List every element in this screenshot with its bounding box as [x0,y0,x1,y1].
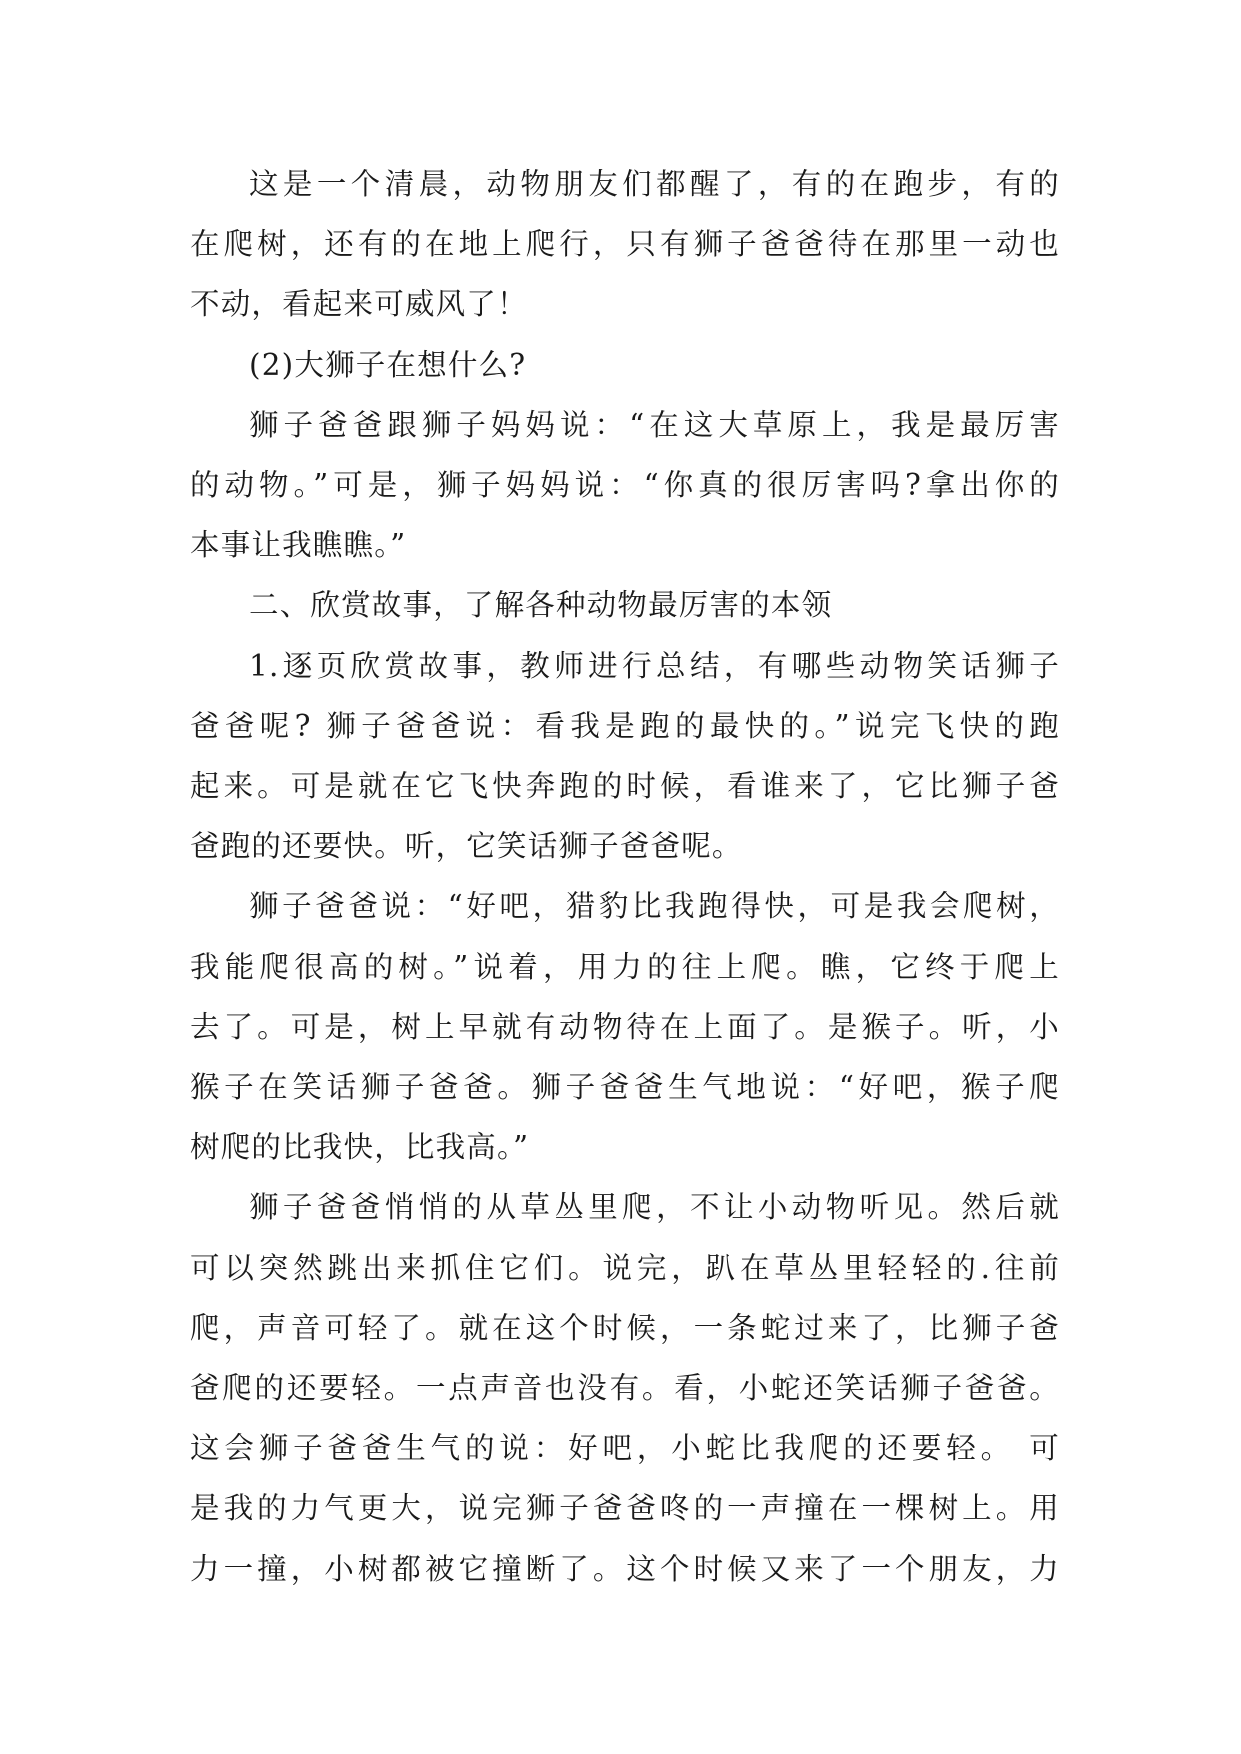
text-line: 猴子在笑话狮子爸爸。狮子爸爸生气地说：“好吧，猴子爬 [190,1070,1060,1105]
paragraph-morning [190,154,1060,335]
text-line: 在爬树，还有的在地上爬行，只有狮子爸爸待在那里一动也 [190,227,1060,262]
text-line: 爸爸呢? 狮子爸爸说：看我是跑的最快的。”说完飞快的跑 [190,708,1060,743]
paragraph-snake [190,1177,1060,1598]
text-line: 力一撞，小树都被它撞断了。这个时候又来了一个朋友，力 [190,1551,1060,1586]
section-heading [190,575,1060,635]
text-line: 本事让我瞧瞧。” [190,528,407,563]
document-body [190,154,1060,1599]
text-line: (2)大狮子在想什么? [249,347,527,382]
text-line: 是我的力气更大，说完狮子爸爸咚的一声撞在一棵树上。用 [190,1491,1060,1526]
text-line: 这会狮子爸爸生气的说：好吧，小蛇比我爬的还要轻。 可 [190,1431,1060,1466]
text-line: 树爬的比我快，比我高。” [190,1130,530,1165]
text-line: 可以突然跳出来抓住它们。说完，趴在草丛里轻轻的.往前 [190,1250,1060,1285]
text-line: 的动物。”可是，狮子妈妈说：“你真的很厉害吗?拿出你的 [190,468,1060,503]
text-line: 狮子爸爸说：“好吧，猎豹比我跑得快，可是我会爬树， [249,889,1060,924]
text-line: 爸爬的还要轻。一点声音也没有。看，小蛇还笑话狮子爸爸。 [190,1371,1060,1406]
text-line: 狮子爸爸跟狮子妈妈说：“在这大草原上，我是最厉害 [249,407,1060,442]
paragraph-cheetah [190,636,1060,877]
text-line: 我能爬很高的树。”说着，用力的往上爬。瞧，它终于爬上 [190,949,1060,984]
paragraph-monkey [190,876,1060,1177]
paragraph-lion-talk [190,395,1060,576]
text-line: 这是一个清晨，动物朋友们都醒了，有的在跑步，有的 [249,167,1060,201]
text-line: 狮子爸爸悄悄的从草丛里爬，不让小动物听见。然后就 [249,1190,1060,1225]
text-line: 二、欣赏故事，了解各种动物最厉害的本领 [249,588,833,623]
paragraph-question [190,335,1060,395]
text-line: 起来。可是就在它飞快奔跑的时候，看谁来了，它比狮子爸 [190,769,1060,804]
text-line: 不动，看起来可威风了！ [190,287,528,322]
text-line: 爸跑的还要快。听，它笑话狮子爸爸呢。 [190,829,743,864]
text-line: 1.逐页欣赏故事，教师进行总结，有哪些动物笑话狮子 [249,648,1060,683]
text-line: 爬，声音可轻了。就在这个时候，一条蛇过来了，比狮子爸 [190,1310,1060,1345]
text-line: 去了。可是，树上早就有动物待在上面了。是猴子。听，小 [190,1009,1060,1044]
